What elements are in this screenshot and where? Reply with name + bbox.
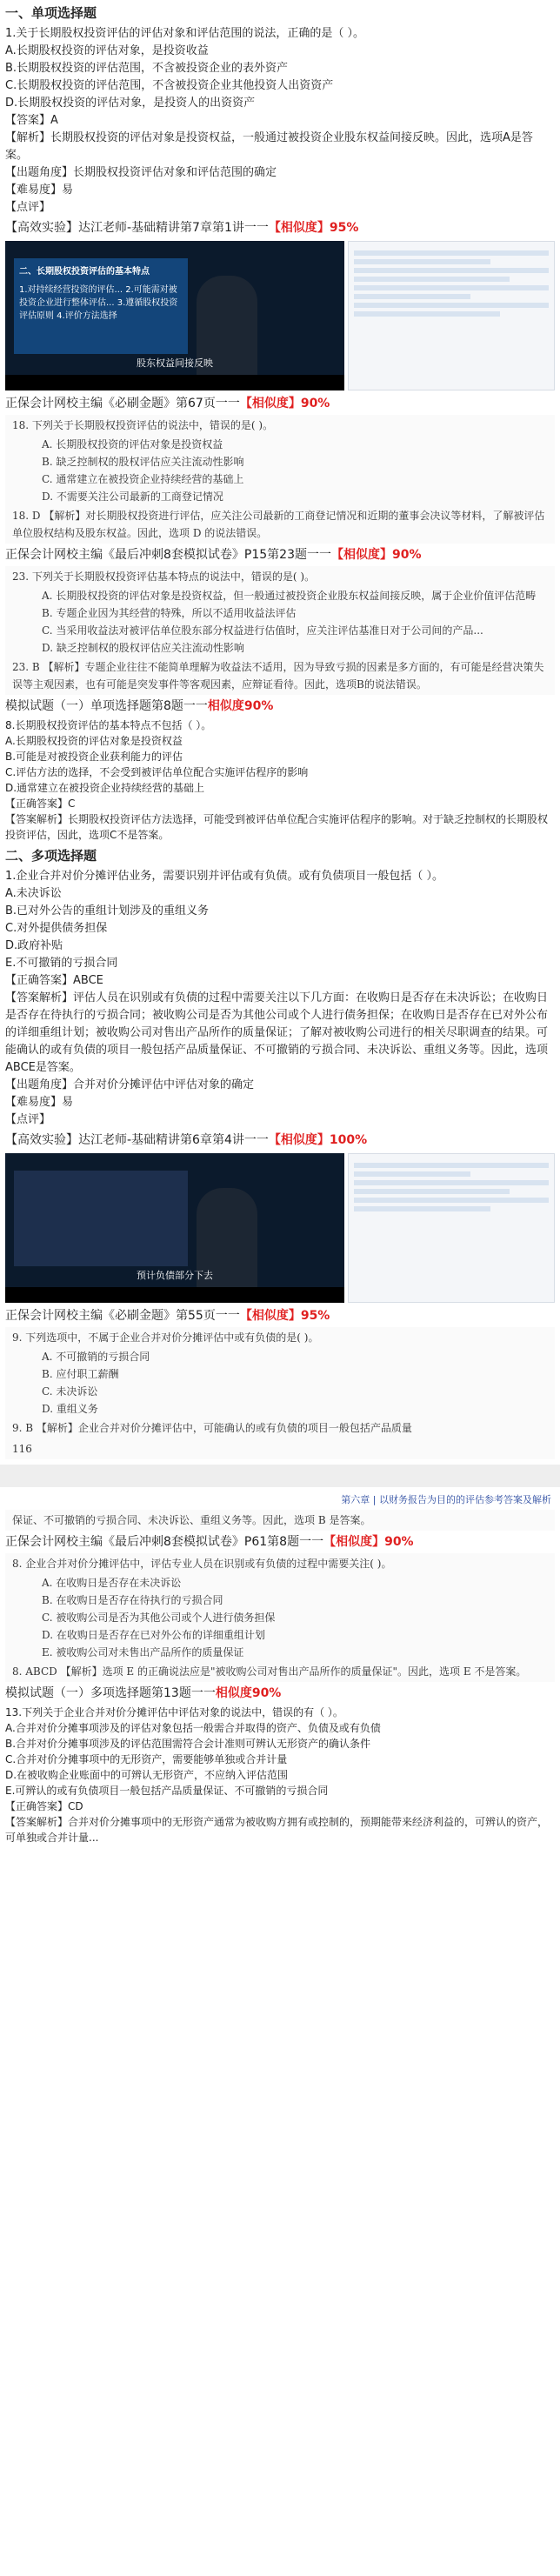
option-d: D.政府补贴 [5, 939, 63, 952]
option-c: C.长期股权投资的评估范围，不含被投资企业其他投资人出资资产 [5, 79, 334, 92]
subtitle: 股东权益间接反映 [137, 357, 213, 369]
question-1: 1.企业合并对价分摊评估业务，需要识别并评估或有负债。或有负债项目一般包括（ ）。 [5, 870, 444, 883]
option-c: C.对外提供债务担保 [5, 922, 108, 935]
option-d: D.通常建立在被投资企业持续经营的基础上 [5, 782, 205, 794]
comment: 【点评】 [5, 1113, 51, 1126]
source-line: 【高效实验】达江老师-基础精讲第7章第1讲一一【相似度】95% [5, 221, 359, 235]
sim-question: 8.长期股权投资评估的基本特点不包括（ ）。 [5, 719, 212, 731]
difficulty: 【难易度】易 [5, 184, 74, 197]
source-line: 正保会计网校主编《必刷金题》第67页一一【相似度】90% [5, 397, 330, 410]
source-line: 模拟试题（一）多项选择题第13题一一相似度90% [5, 1686, 282, 1700]
slide [14, 1171, 188, 1266]
angle: 【出题角度】合并对价分摊评估中评估对象的确定 [5, 1078, 255, 1091]
option-d: D.长期股权投资的评估对象，是投资人的出资资产 [5, 97, 256, 110]
source-line: 正保会计网校主编《必刷金题》第55页一一【相似度】95% [5, 1309, 330, 1323]
option-b: B.已对外公告的重组计划涉及的重组义务 [5, 904, 210, 918]
video-player[interactable] [5, 241, 344, 390]
book-header: 第六章 | 以财务报告为目的的评估参考答案及解析 [341, 1494, 551, 1505]
player-controls[interactable] [5, 375, 344, 390]
video-player[interactable] [5, 1153, 344, 1303]
video-screenshot-2 [5, 1153, 555, 1303]
book-excerpt: 18. 下列关于长期股权投资评估的说法中，错误的是( )。 A. 长期股权投资的评估对象是投资权益 B. 缺乏控制权的股权评估应关注流动性影响 C. 通常建立在被投资企业持续经营的基础上 D. 不需要关注公司最新的工商登记情况 18. D 【解析】对长期股权投资进行评估，应关注公司最新的工商登记情况和近期的董事会决议等材料，了解被评估单位股权结构及股东权益。因此，选项 D 的说法错误。 [5, 415, 555, 544]
sim-question: 13.下列关于企业合并对价分摊评估中评估对象的说法中，错误的有（ ）。 [5, 1706, 343, 1718]
subtitle: 预计负债部分下去 [137, 1270, 213, 1281]
option-b: B.可能是对被投资企业获利能力的评估 [5, 751, 183, 763]
courseware-panel [348, 1153, 555, 1303]
option-a: A.未决诉讼 [5, 887, 62, 900]
courseware-panel [348, 241, 555, 390]
book-excerpt: 8. 企业合并对价分摊评估中，评估专业人员在识别或有负债的过程中需要关注( )。 A. 在收购日是否存在未决诉讼 B. 在收购日是否存在待执行的亏损合同 C. 被收购公司是否为其他公司或个人进行债务担保 D. 在收购日是否存在已对外公布的详细重组计划 E. 被收购公司对未售出产品所作的质量保证 8. ABCD 【解析】选项 E 的正确说法应是"被收购公司对售出产品所作的质量保证"。因此，选项 E 不是答案。 [5, 1553, 555, 1682]
option-c: C.评估方法的选择，不会受到被评估单位配合实施评估程序的影响 [5, 766, 309, 778]
section-title-single: 一、单项选择题 [5, 5, 97, 21]
option-a: A.长期股权投资的评估对象，是投资收益 [5, 44, 209, 57]
answer: 【答案】A [5, 114, 58, 127]
option-c: C.合并对价分摊事项中的无形资产，需要能够单独或合并计量 [5, 1753, 288, 1765]
analysis: 【解析】长期股权投资的评估对象是投资权益，一般通过被投资企业股东权益间接反映。因此，选项A是答案。 [5, 131, 533, 162]
option-d: D.在被收购企业账面中的可辨认无形资产，不应纳入评估范围 [5, 1769, 289, 1781]
comment: 【点评】 [5, 201, 51, 214]
option-a: A.长期股权投资的评估对象是投资权益 [5, 735, 183, 747]
book-excerpt: 9. 下列选项中，不属于企业合并对价分摊评估中或有负债的是( )。 A. 不可撤销的亏损合同 B. 应付职工薪酬 C. 未决诉讼 D. 重组义务 9. B 【解析】企业合并对价分摊评估中，可能确认的或有负债的项目一般包括产品质量 116 [5, 1327, 555, 1459]
page-number: 116 [12, 1443, 32, 1455]
option-b: B.长期股权投资的评估范围，不含被投资企业的表外资产 [5, 62, 289, 75]
book-excerpt: 23. 下列关于长期股权投资评估基本特点的说法中，错误的是( )。 A. 长期股权投资的评估对象是投资权益，但一般通过被投资企业股东权益间接反映，属于企业价值评估范畴 B. 专题企业因为其经营的特殊，所以不适用收益法评估 C. 当采用收益法对被评估单位股东部分权益进行估值时，应关注评估基准日对于公司间的产品... D. 缺乏控制权的股权评估应关注流动性影响 23. B 【解析】专题企业往往不能简单理解为收益法不适用，因为导致亏损的因素是多方面的，有可能是经营决策失误等主观因素，也有可能是突发事件等客观因素，应辩证看待。因此，选项B的说法错误。 [5, 566, 555, 695]
video-screenshot-1 [5, 241, 555, 390]
source-line: 正保会计网校主编《最后冲刺8套模拟试卷》P61第8题一一【相似度】90% [5, 1535, 414, 1549]
answer: 【正确答案】ABCE [5, 974, 103, 987]
section-title-multi: 二、多项选择题 [5, 848, 97, 864]
question-1: 1.关于长期股权投资评估的评估对象和评估范围的说法，正确的是（ ）。 [5, 27, 365, 40]
source-line: 模拟试题（一）单项选择题第8题一一相似度90% [5, 699, 274, 713]
analysis: 【答案解析】合并对价分摊事项中的无形资产通常为被收购方拥有或控制的，预期能带来经济利益的，可辨认的资产，可单独或合并计量... [5, 1816, 549, 1844]
source-line: 正保会计网校主编《最后冲刺8套模拟试卷》P15第23题一一【相似度】90% [5, 548, 422, 562]
difficulty: 【难易度】易 [5, 1096, 74, 1109]
player-controls[interactable] [5, 1287, 344, 1303]
analysis: 【答案解析】评估人员在识别或有负债的过程中需要关注以下几方面：在收购日是否存在未决诉讼；在收购日是否存在待执行的亏损合同；被收购公司是否为其他公司或个人进行债务担保；在收购日是否存在已对外公布的详细重组计划；被收购公司对售出产品所作的质量保证；了解对被收购公司进行的相关尽职调查的结果。可能确认的或有负债的项目一般包括产品质量保证、不可撤销的亏损合同、未决诉讼、重组义务等。因此，选项ABCE是答案。 [5, 991, 549, 1074]
answer: 【正确答案】C [5, 797, 76, 810]
analysis: 【答案解析】长期股权投资评估方法选择，可能受到被评估单位配合实施评估程序的影响。对于缺乏控制权的长期股权投资评估，因此，选项C不是答案。 [5, 813, 549, 841]
slide: 二、长期股权投资评估的基本特点 1.对持续经营投资的评估... 2.可能需对被投资企业进行整体评估... 3.遵循股权投资评估原则 4.评价方法选择 [14, 258, 188, 354]
book-excerpt: 保证、不可撤销的亏损合同、未决诉讼、重组义务等。因此，选项 B 是答案。 [5, 1510, 555, 1531]
option-e: E.可辨认的或有负债项目一般包括产品质量保证、不可撤销的亏损合同 [5, 1785, 329, 1797]
answer: 【正确答案】CD [5, 1800, 83, 1812]
option-e: E.不可撤销的亏损合同 [5, 957, 118, 970]
angle: 【出题角度】长期股权投资评估对象和评估范围的确定 [5, 166, 277, 179]
source-line: 【高效实验】达江老师-基础精讲第6章第4讲一一【相似度】100% [5, 1133, 368, 1147]
page-divider [0, 1465, 560, 1487]
option-a: A.合并对价分摊事项涉及的评估对象包括一般需合并取得的资产、负债及或有负债 [5, 1722, 381, 1734]
option-b: B.合并对价分摊事项涉及的评估范围需符合会计准则可辨认无形资产的确认条件 [5, 1738, 371, 1750]
